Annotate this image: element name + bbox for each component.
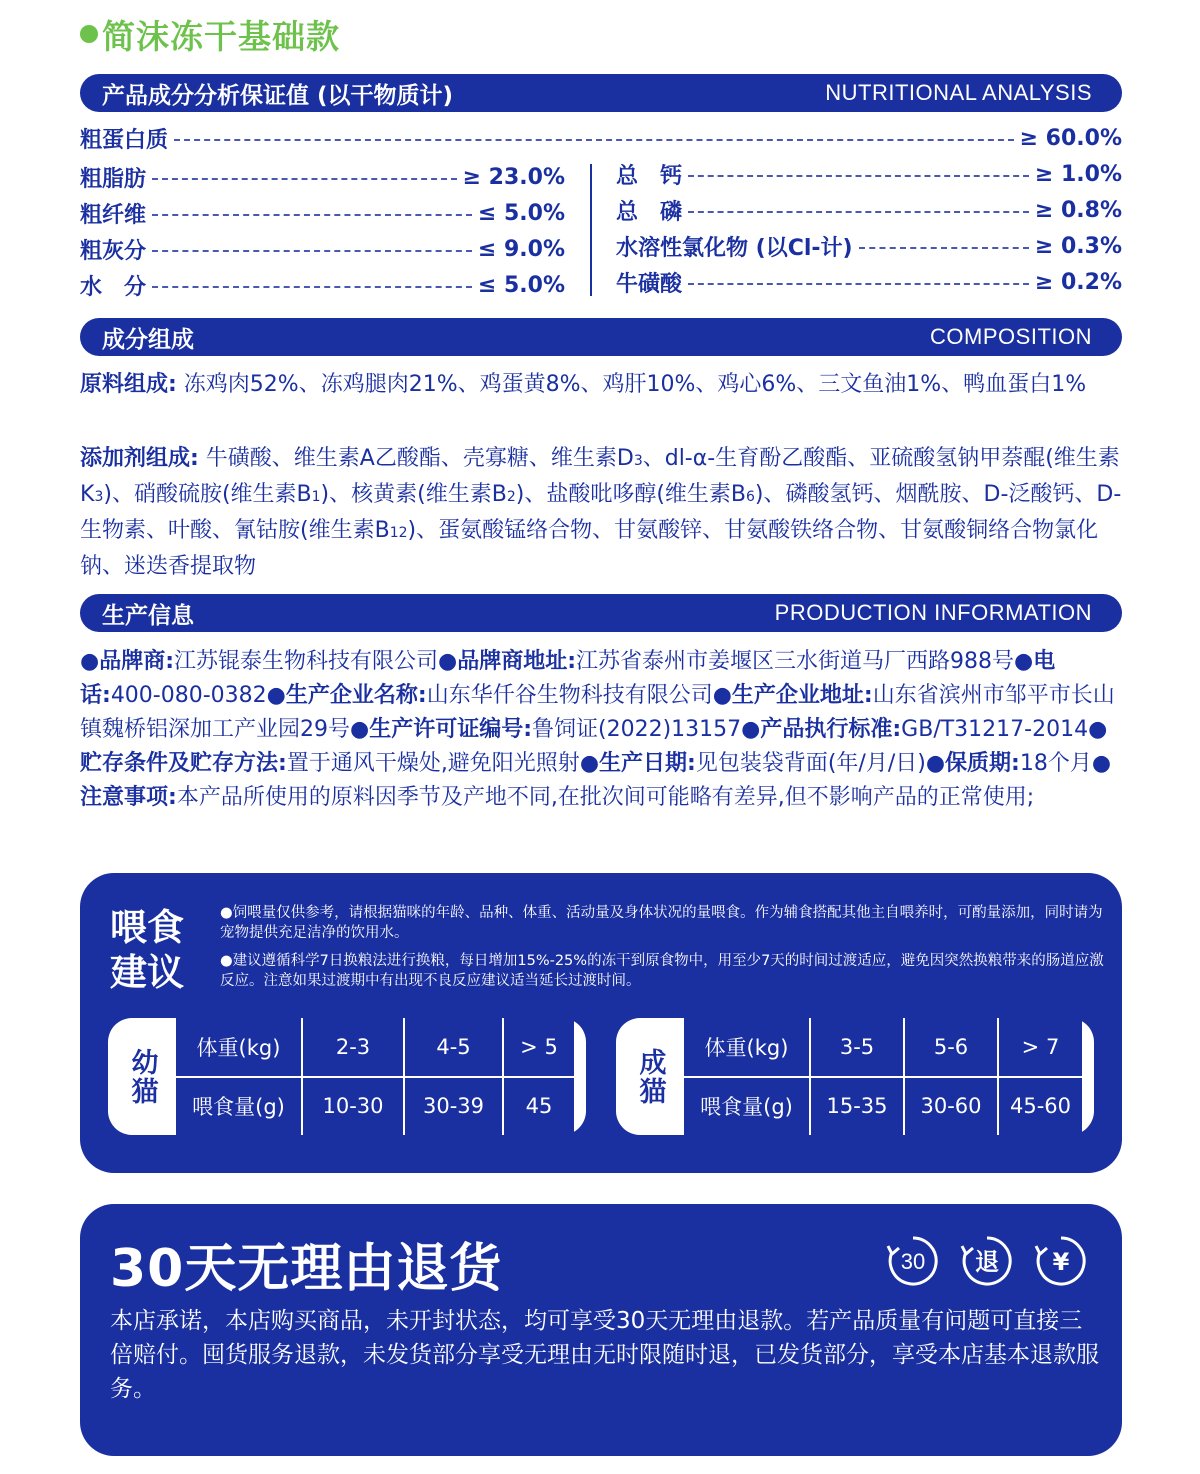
production-value: 山东省滨州市邹平市长山镇魏桥铝深加工产业园29号 xyxy=(80,683,1115,742)
feeding-note-1: ●饲喂量仅供参考，请根据猫咪的年龄、品种、体重、活动量及身体状况的量喂食。作为辅食搭配其他主自喂养时，可酌量添加，同时请为宠物提供充足洁净的饮用水。 xyxy=(220,905,1103,941)
production-value: 江苏省泰州市姜堰区三水街道马厂西路988号 xyxy=(576,649,1015,674)
return-policy-title: 30天无理由退货 xyxy=(110,1239,503,1299)
30-days-icon xyxy=(884,1232,942,1290)
production-label: 生产企业地址: xyxy=(731,683,873,708)
nutrient-row-chloride xyxy=(616,229,1122,263)
production-header-cn: 生产信息 xyxy=(102,602,194,629)
nutrient-label: 总 钙 xyxy=(616,163,683,189)
additives-label: 添加剂组成: xyxy=(80,446,199,471)
yuan-refund-icon xyxy=(1032,1232,1090,1290)
nutrient-label: 粗脂肪 xyxy=(80,166,147,192)
adult-tag xyxy=(616,1018,684,1135)
nutrient-value: ≥ 0.2% xyxy=(1034,269,1122,295)
yuan-refund-icon-text: ¥ xyxy=(1052,1248,1070,1276)
return-icon xyxy=(958,1232,1016,1290)
table-cell: > 5 xyxy=(503,1018,574,1077)
production-value: 本产品所使用的原料因季节及产地不同,在批次间可能略有差异,但不影响产品的正常使用; xyxy=(176,785,1035,810)
production-label: 贮存条件及贮存方法: xyxy=(80,751,287,776)
adult-feeding-table xyxy=(616,1018,1094,1135)
additives-text: )、硝酸硫胺(维生素B xyxy=(103,482,312,507)
nutrient-label: 总 磷 xyxy=(616,199,683,225)
additives-text: 、dl-α-生育酚乙酸酯、亚硫酸氢钠甲萘醌(维生素K xyxy=(80,446,1120,507)
return-policy-panel xyxy=(80,1204,1122,1456)
feeding-advice-panel xyxy=(80,873,1122,1173)
table-cell: 2-3 xyxy=(302,1018,404,1077)
additives-text: 牛磺酸、维生素A乙酸酯、壳寡糖、维生素D xyxy=(198,446,634,471)
production-label: 电话: xyxy=(80,649,1056,708)
additives xyxy=(80,442,1125,584)
composition-header xyxy=(80,318,1122,356)
nutrient-row-ash xyxy=(80,232,565,266)
composition-header-en: COMPOSITION xyxy=(930,324,1092,349)
table-cell: 30-39 xyxy=(404,1077,503,1136)
subscript: 3 xyxy=(94,489,104,505)
nutrient-row-phosphorus xyxy=(616,193,1122,227)
bullet-icon: ● xyxy=(712,683,732,708)
nutrient-label: 水溶性氯化物 (以Cl-计) xyxy=(616,235,853,261)
green-dot-icon xyxy=(80,25,98,43)
nutrient-row-calcium xyxy=(616,157,1122,191)
table-cell: > 7 xyxy=(998,1018,1082,1077)
feeding-title: 喂食建议 xyxy=(110,906,184,994)
adult-table xyxy=(684,1018,1082,1135)
kitten-feeding-table xyxy=(108,1018,586,1135)
amount-header-cell: 喂食量(g) xyxy=(176,1077,302,1136)
nutrient-row-protein xyxy=(80,121,1122,155)
amount-header-cell: 喂食量(g) xyxy=(684,1077,810,1136)
production-value: 山东华仟谷生物科技有限公司 xyxy=(426,683,713,708)
kitten-tag-text: 幼猫 xyxy=(126,1047,158,1106)
nutrient-value: ≥ 23.0% xyxy=(462,164,565,190)
nutrient-row-taurine xyxy=(616,265,1122,299)
nutrient-row-fat xyxy=(80,160,565,194)
production-label: 产品执行标准: xyxy=(760,717,902,742)
nutrient-label: 牛磺酸 xyxy=(616,271,683,297)
subscript: 12 xyxy=(389,525,408,541)
bullet-icon: ● xyxy=(80,649,100,674)
nutrient-label: 粗纤维 xyxy=(80,202,147,228)
column-divider xyxy=(590,164,592,296)
table-cell: 45 xyxy=(503,1077,574,1136)
bullet-icon: ● xyxy=(1091,751,1112,776)
production-label: 生产日期: xyxy=(599,751,696,776)
weight-header-cell: 体重(kg) xyxy=(176,1018,302,1077)
additives-text: )、盐酸吡哆醇(维生素B xyxy=(515,482,746,507)
production-label: 生产企业名称: xyxy=(285,683,427,708)
nutrient-row-fiber xyxy=(80,196,565,230)
nutrition-header xyxy=(80,74,1122,112)
table-row xyxy=(684,1018,1082,1077)
table-row xyxy=(176,1018,574,1077)
kitten-tag xyxy=(108,1018,176,1135)
production-label: 保质期: xyxy=(945,751,1020,776)
production-value: GB/T31217-2014 xyxy=(901,717,1089,742)
nutrient-value: ≤ 9.0% xyxy=(477,236,565,262)
30-days-icon-text: 30 xyxy=(900,1249,926,1274)
dotted-leader xyxy=(174,139,1014,141)
table-cell: 3-5 xyxy=(810,1018,904,1077)
production-value: 18个月 xyxy=(1019,751,1092,776)
subscript: 2 xyxy=(506,489,516,505)
nutrition-header-cn: 产品成分分析保证值 (以干物质计) xyxy=(102,82,454,109)
raw-materials-label: 原料组成: xyxy=(80,372,177,397)
subscript: 3 xyxy=(633,453,643,469)
nutrient-row-water xyxy=(80,268,565,302)
production-value: 鲁饲证(2022)13157 xyxy=(532,717,742,742)
production-info xyxy=(80,645,1125,815)
dotted-leader xyxy=(152,214,472,216)
table-row xyxy=(684,1077,1082,1136)
subscript: 6 xyxy=(746,489,755,505)
bullet-icon: ● xyxy=(925,751,946,776)
feeding-note-2: ●建议遵循科学7日换粮法进行换粮，每日增加15%-25%的冻干到原食物中，用至少7天的时间过渡适应，避免因突然换粮带来的肠道应激反应。注意如果过渡期中有出现不良反应建议适当延长过渡时间。 xyxy=(220,953,1104,989)
additives-text: )、磷酸氢钙、烟酰胺、D-泛酸钙、D-生物素、叶酸、氰钴胺(维生素B xyxy=(80,482,1122,543)
production-value: 江苏锟泰生物科技有限公司 xyxy=(174,649,439,674)
table-cell: 15-35 xyxy=(810,1077,904,1136)
bullet-icon: ● xyxy=(1014,649,1034,674)
production-value: 400-080-0382 xyxy=(110,683,267,708)
nutrition-header-en: NUTRITIONAL ANALYSIS xyxy=(825,80,1092,105)
nutrient-value: ≥ 0.3% xyxy=(1034,233,1122,259)
nutrient-label: 水 分 xyxy=(80,274,147,300)
product-title-row xyxy=(80,14,340,54)
production-label: 品牌商: xyxy=(99,649,175,674)
table-cell: 10-30 xyxy=(302,1077,404,1136)
nutrient-value: ≤ 5.0% xyxy=(477,272,565,298)
return-policy-text: 本店承诺，本店购买商品，未开封状态，均可享受30天无理由退款。若产品质量有问题可直接三倍赔付。囤货服务退款，未发货部分享受无理由无时限随时退，已发货部分，享受本店基本退款服务。 xyxy=(110,1308,1099,1402)
return-icon-text: 退 xyxy=(975,1248,999,1276)
production-label: 注意事项: xyxy=(80,785,177,810)
nutrient-value: ≥ 0.8% xyxy=(1034,197,1122,223)
table-cell: 30-60 xyxy=(904,1077,998,1136)
nutrient-value: ≤ 5.0% xyxy=(477,200,565,226)
dotted-leader xyxy=(859,247,1029,249)
kitten-table xyxy=(176,1018,574,1135)
dotted-leader xyxy=(152,178,457,180)
bullet-icon: ● xyxy=(579,751,600,776)
bullet-icon: ● xyxy=(266,683,286,708)
production-value: 见包装袋背面(年/月/日) xyxy=(695,751,926,776)
dotted-leader xyxy=(152,250,472,252)
bullet-icon: ● xyxy=(1088,717,1108,742)
bullet-icon: ● xyxy=(350,717,370,742)
table-cell: 5-6 xyxy=(904,1018,998,1077)
nutrient-label: 粗蛋白质 xyxy=(80,127,169,153)
product-title: 简沫冻干基础款 xyxy=(102,16,340,56)
production-value: 置于通风干燥处,避免阳光照射 xyxy=(286,751,580,776)
production-label: 生产许可证编号: xyxy=(369,717,533,742)
production-header xyxy=(80,594,1122,632)
dotted-leader xyxy=(688,211,1029,213)
additives-text: )、蛋氨酸锰络合物、甘氨酸锌、甘氨酸铁络合物、甘氨酸铜络合物氯化钠、迷迭香提取物 xyxy=(80,518,1099,579)
additives-text: )、核黄素(维生素B xyxy=(320,482,507,507)
dotted-leader xyxy=(688,283,1029,285)
table-cell: 45-60 xyxy=(998,1077,1082,1136)
weight-header-cell: 体重(kg) xyxy=(684,1018,810,1077)
adult-tag-text: 成猫 xyxy=(634,1047,666,1106)
production-label: 品牌商地址: xyxy=(457,649,577,674)
bullet-icon: ● xyxy=(438,649,458,674)
composition-header-cn: 成分组成 xyxy=(102,326,194,353)
table-row xyxy=(176,1077,574,1136)
subscript: 1 xyxy=(311,489,321,505)
production-header-en: PRODUCTION INFORMATION xyxy=(774,600,1092,625)
bullet-icon: ● xyxy=(741,717,761,742)
raw-materials xyxy=(80,368,1125,402)
nutrient-value: ≥ 1.0% xyxy=(1034,161,1122,187)
table-cell: 4-5 xyxy=(404,1018,503,1077)
raw-materials-text: 冻鸡肉52%、冻鸡腿肉21%、鸡蛋黄8%、鸡肝10%、鸡心6%、三文鱼油1%、鸭血蛋白1% xyxy=(176,372,1087,397)
dotted-leader xyxy=(152,286,472,288)
nutrient-value: ≥ 60.0% xyxy=(1019,125,1122,151)
dotted-leader xyxy=(688,175,1029,177)
nutrient-label: 粗灰分 xyxy=(80,238,147,264)
